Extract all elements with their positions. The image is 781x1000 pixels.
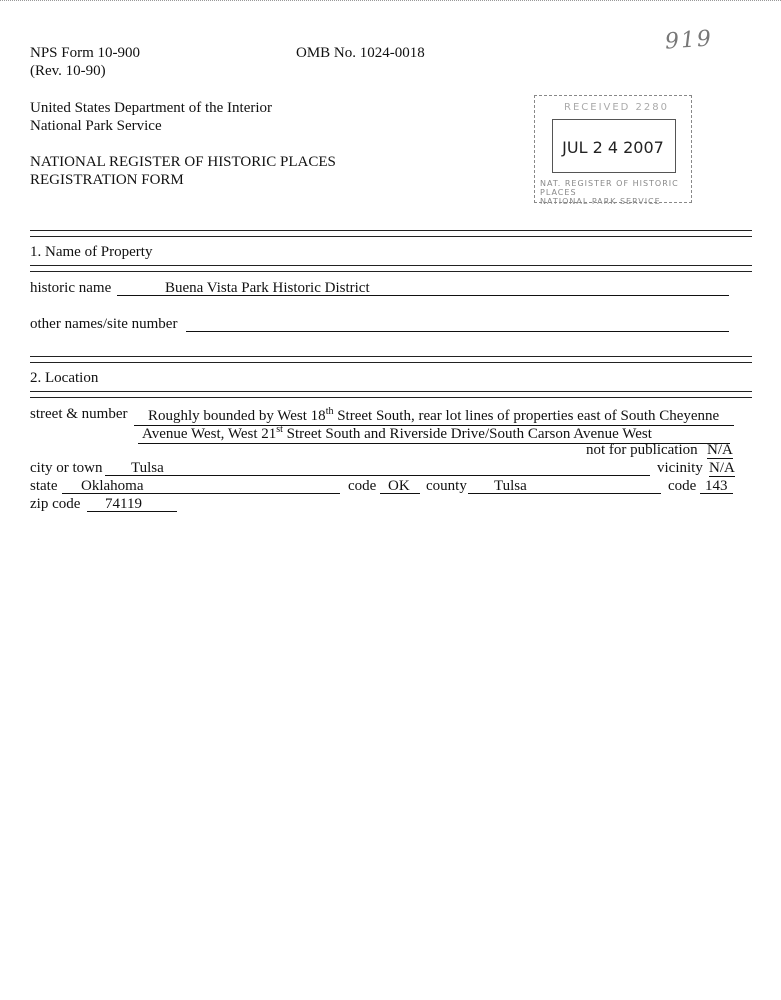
stamp-register-text <box>540 179 692 207</box>
section2-heading: 2. Location <box>30 370 99 386</box>
historic-name-value: Buena Vista Park Historic District <box>165 280 370 296</box>
omb-number: OMB No. 1024-0018 <box>296 45 425 61</box>
form-number: NPS Form 10-900 <box>30 45 141 61</box>
stamp-received-text: RECEIVED 2280 <box>564 102 670 113</box>
state-code-value: OK <box>388 478 410 494</box>
form-revision: (Rev. 10-90) <box>30 63 106 79</box>
street-line2-superscript: st <box>276 424 283 435</box>
street-line1-part-b: Street South, rear lot lines of properties east of South Cheyenne <box>333 408 720 424</box>
street-label: street & number <box>30 406 128 422</box>
zip-value: 74119 <box>105 496 142 512</box>
state-label: state <box>30 478 58 494</box>
section-divider <box>30 265 752 272</box>
stamp-register-line2: NATIONAL PARK SERVICE <box>540 197 661 207</box>
service-name: National Park Service <box>30 118 162 134</box>
street-line1-superscript: th <box>325 406 334 417</box>
state-code-label: code <box>348 478 377 494</box>
vicinity-value: N/A <box>709 460 735 476</box>
state-value: Oklahoma <box>81 478 144 494</box>
other-names-label: other names/site number <box>30 316 178 332</box>
not-for-publication-label: not for publication <box>586 442 698 458</box>
section-divider <box>30 356 752 363</box>
agency-name: United States Department of the Interior <box>30 100 273 116</box>
street-line2-part-b: Street South and Riverside Drive/South Carson Avenue West <box>282 426 652 442</box>
received-stamp <box>534 95 692 207</box>
street-line2-part-a: Avenue West, West 21 <box>142 426 277 442</box>
section1-heading: 1. Name of Property <box>30 244 153 260</box>
city-underline <box>105 475 650 476</box>
county-label: county <box>426 478 467 494</box>
not-for-publication-value: N/A <box>707 442 733 458</box>
stamp-register-line1: NAT. REGISTER OF HISTORIC PLACES <box>540 179 679 198</box>
handwritten-mark: 919 <box>664 26 714 55</box>
stamp-date: JUL 2 4 2007 <box>562 138 664 157</box>
zip-label: zip code <box>30 496 81 512</box>
form-subtitle: REGISTRATION FORM <box>30 172 184 188</box>
street-line1 <box>134 407 734 426</box>
county-code-value: 143 <box>705 478 728 494</box>
city-label: city or town <box>30 460 103 476</box>
county-code-label: code <box>668 478 697 494</box>
city-value: Tulsa <box>131 460 164 476</box>
historic-name-label: historic name <box>30 280 112 296</box>
county-value: Tulsa <box>494 478 527 494</box>
form-title: NATIONAL REGISTER OF HISTORIC PLACES <box>30 154 336 170</box>
other-names-underline <box>186 331 729 332</box>
section-divider <box>30 230 752 237</box>
street-line1-part-a: Roughly bounded by West 18 <box>148 408 326 424</box>
page-top-edge <box>0 0 781 2</box>
section-divider <box>30 391 752 398</box>
vicinity-label: vicinity <box>657 460 703 476</box>
